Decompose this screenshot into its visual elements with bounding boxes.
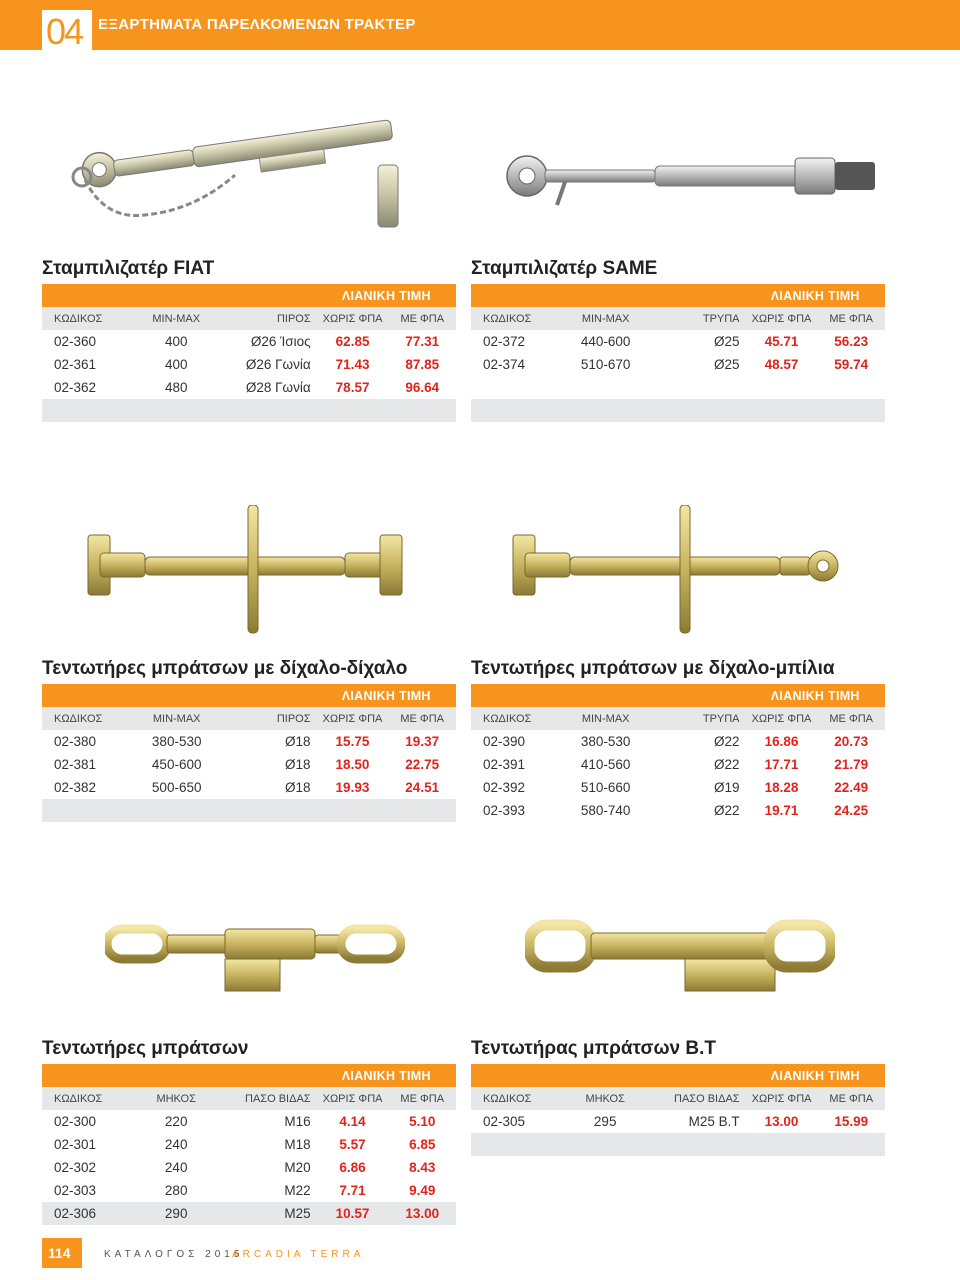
price-label: ΛΙΑΝΙΚΗ ΤΙΜΗ: [746, 684, 885, 707]
product-table-same: [471, 284, 885, 422]
cell-price-with-vat: 13.00: [388, 1202, 456, 1225]
table-row: [42, 730, 456, 753]
product-title: Τεντωτήρες μπράτσων με δίχαλο-δίχαλο: [42, 658, 408, 679]
cell-minmax: 380-530: [127, 730, 226, 753]
product-title: Σταμπιλιζατέρ FIAT: [42, 258, 215, 279]
cell-price-with-vat: 21.79: [817, 753, 885, 776]
cell-code: 02-361: [42, 353, 127, 376]
cell-minmax: 410-560: [556, 753, 655, 776]
cell-minmax: 400: [127, 330, 225, 353]
cell-price-with-vat: 87.85: [389, 353, 456, 376]
stabilizer-fiat-image: [60, 105, 420, 255]
cell-price-no-vat: 71.43: [317, 353, 389, 376]
cell-code: 02-391: [471, 753, 556, 776]
cell-minmax: 450-600: [127, 753, 226, 776]
cell-code: 02-382: [42, 776, 127, 799]
table-row: [471, 353, 885, 376]
cell-thread: M20: [225, 1156, 316, 1179]
table-row-empty: [471, 1133, 885, 1156]
cell-price-no-vat: 18.50: [317, 753, 389, 776]
cell-price-no-vat: 6.86: [317, 1156, 389, 1179]
cell-length: 295: [556, 1110, 654, 1133]
cell-price-with-vat: 20.73: [817, 730, 885, 753]
cell-code: 02-302: [42, 1156, 127, 1179]
col-with-vat: ΜΕ ΦΠΑ: [817, 307, 885, 330]
cell-length: 220: [127, 1110, 225, 1133]
cell-minmax: 510-660: [556, 776, 655, 799]
table-row: [471, 1110, 885, 1133]
cell-hole: Ø22: [655, 753, 746, 776]
price-header-row: [471, 284, 885, 307]
cell-length: 240: [127, 1156, 225, 1179]
cell-price-with-vat: 56.23: [817, 330, 885, 353]
cell-minmax: 400: [127, 353, 225, 376]
cell-code: 02-360: [42, 330, 127, 353]
col-no-vat: ΧΩΡΙΣ ΦΠΑ: [317, 707, 389, 730]
cell-length: 240: [127, 1133, 225, 1156]
cell-price-no-vat: 16.86: [746, 730, 818, 753]
cell-minmax: 380-530: [556, 730, 655, 753]
cell-price-with-vat: 24.25: [817, 799, 885, 822]
product-table-turnbuckle-bt: [471, 1064, 885, 1156]
cell-price-with-vat: 24.51: [388, 776, 456, 799]
cell-pin: Ø26 Ίσιος: [225, 330, 316, 353]
table-row: [471, 799, 885, 822]
product-title: Τεντωτήρες μπράτσων με δίχαλο-μπίλια: [471, 658, 835, 679]
price-header-row: [471, 1064, 885, 1087]
col-minmax: MIN-MAX: [556, 307, 655, 330]
column-header-row: [471, 707, 885, 730]
col-minmax: MIN-MAX: [556, 707, 655, 730]
table-row: [42, 353, 456, 376]
col-with-vat: ΜΕ ΦΠΑ: [817, 707, 885, 730]
cell-hole: Ø19: [655, 776, 746, 799]
cell-code: 02-305: [471, 1110, 556, 1133]
cell-hole: Ø25: [655, 330, 746, 353]
table-row: [42, 376, 456, 399]
cell-hole: Ø25: [655, 353, 746, 376]
table-row: [42, 1133, 456, 1156]
table-row: [42, 330, 456, 353]
cell-minmax: 480: [127, 376, 225, 399]
col-code: ΚΩΔΙΚΟΣ: [42, 307, 127, 330]
table-row: [471, 730, 885, 753]
price-label: ΛΙΑΝΙΚΗ ΤΙΜΗ: [746, 284, 885, 307]
col-code: ΚΩΔΙΚΟΣ: [471, 1087, 556, 1110]
col-pin: ΠΙΡΟΣ: [225, 307, 316, 330]
col-length: ΜΗΚΟΣ: [556, 1087, 654, 1110]
cell-code: 02-392: [471, 776, 556, 799]
cell-code: 02-374: [471, 353, 556, 376]
column-header-row: [471, 1087, 885, 1110]
table-row: [471, 330, 885, 353]
cell-price-no-vat: 7.71: [317, 1179, 389, 1202]
cell-price-no-vat: 18.28: [746, 776, 818, 799]
price-label: ΛΙΑΝΙΚΗ ΤΙΜΗ: [317, 684, 456, 707]
cell-code: 02-303: [42, 1179, 127, 1202]
table-row: [42, 1202, 456, 1225]
col-pin: ΠΙΡΟΣ: [226, 707, 316, 730]
stabilizer-same-image: [495, 140, 895, 220]
cell-price-no-vat: 10.57: [317, 1202, 389, 1225]
cell-price-with-vat: 15.99: [817, 1110, 885, 1133]
footer-brand: ARCADIA TERRA: [232, 1249, 365, 1260]
cell-price-with-vat: 77.31: [389, 330, 456, 353]
table-row: [471, 776, 885, 799]
table-row: [42, 776, 456, 799]
product-table-fiat: [42, 284, 456, 422]
cell-thread: M16: [225, 1110, 316, 1133]
col-no-vat: ΧΩΡΙΣ ΦΠΑ: [746, 307, 818, 330]
cell-price-no-vat: 48.57: [746, 353, 818, 376]
turnbuckle-fork-ball-image: [505, 505, 845, 635]
col-with-vat: ΜΕ ΦΠΑ: [388, 1087, 456, 1110]
table-row-empty: [42, 799, 456, 822]
cell-minmax: 440-600: [556, 330, 655, 353]
cell-length: 280: [127, 1179, 225, 1202]
product-title: Σταμπιλιζατέρ SAME: [471, 258, 658, 279]
col-with-vat: ΜΕ ΦΠΑ: [817, 1087, 885, 1110]
col-thread: ΠΑΣΟ ΒΙΔΑΣ: [654, 1087, 745, 1110]
cell-code: 02-380: [42, 730, 127, 753]
cell-minmax: 510-670: [556, 353, 655, 376]
col-with-vat: ΜΕ ΦΠΑ: [389, 307, 456, 330]
column-header-row: [471, 307, 885, 330]
product-table-fork-fork: [42, 684, 456, 822]
cell-price-with-vat: 22.75: [388, 753, 456, 776]
cell-price-with-vat: 19.37: [388, 730, 456, 753]
cell-price-with-vat: 96.64: [389, 376, 456, 399]
chapter-number: 04: [46, 11, 83, 52]
col-no-vat: ΧΩΡΙΣ ΦΠΑ: [746, 707, 818, 730]
cell-price-no-vat: 15.75: [317, 730, 389, 753]
column-header-row: [42, 307, 456, 330]
cell-code: 02-301: [42, 1133, 127, 1156]
chapter-title: ΕΞΑΡΤΗΜΑΤΑ ΠΑΡΕΛΚΟΜΕΝΩΝ ΤΡΑΚΤΕΡ: [98, 16, 416, 33]
cell-price-no-vat: 62.85: [317, 330, 389, 353]
cell-pin: Ø18: [226, 730, 316, 753]
table-row-empty: [471, 376, 885, 399]
turnbuckle-fork-fork-image: [80, 505, 420, 635]
cell-price-with-vat: 59.74: [817, 353, 885, 376]
product-table-turnbuckles: [42, 1064, 456, 1225]
cell-thread: M22: [225, 1179, 316, 1202]
col-no-vat: ΧΩΡΙΣ ΦΠΑ: [746, 1087, 818, 1110]
col-code: ΚΩΔΙΚΟΣ: [42, 1087, 127, 1110]
col-thread: ΠΑΣΟ ΒΙΔΑΣ: [225, 1087, 316, 1110]
column-header-row: [42, 707, 456, 730]
cell-hole: Ø22: [655, 730, 746, 753]
cell-hole: Ø22: [655, 799, 746, 822]
col-with-vat: ΜΕ ΦΠΑ: [388, 707, 456, 730]
col-hole: ΤΡΥΠΑ: [655, 307, 746, 330]
cell-code: 02-393: [471, 799, 556, 822]
product-title: Τεντωτήρες μπράτσων: [42, 1038, 249, 1059]
product-title: Τεντωτήρας μπράτσων Β.Τ: [471, 1038, 716, 1059]
col-hole: ΤΡΥΠΑ: [655, 707, 746, 730]
table-row: [42, 753, 456, 776]
col-minmax: MIN-MAX: [127, 707, 226, 730]
footer-catalog: ΚΑΤΑΛΟΓΟΣ 2015: [104, 1249, 244, 1260]
cell-pin: Ø18: [226, 776, 316, 799]
cell-price-no-vat: 13.00: [746, 1110, 818, 1133]
price-label: ΛΙΑΝΙΚΗ ΤΙΜΗ: [746, 1064, 885, 1087]
cell-code: 02-300: [42, 1110, 127, 1133]
price-header-row: [42, 284, 456, 307]
table-row: [42, 1179, 456, 1202]
cell-minmax: 500-650: [127, 776, 226, 799]
cell-thread: M25: [225, 1202, 316, 1225]
price-label: ΛΙΑΝΙΚΗ ΤΙΜΗ: [317, 1064, 456, 1087]
cell-price-no-vat: 5.57: [317, 1133, 389, 1156]
table-row: [42, 1156, 456, 1179]
price-header-row: [42, 684, 456, 707]
col-code: ΚΩΔΙΚΟΣ: [471, 307, 556, 330]
col-code: ΚΩΔΙΚΟΣ: [471, 707, 556, 730]
cell-code: 02-362: [42, 376, 127, 399]
cell-length: 290: [127, 1202, 225, 1225]
cell-price-no-vat: 45.71: [746, 330, 818, 353]
table-row: [42, 1110, 456, 1133]
cell-pin: Ø18: [226, 753, 316, 776]
cell-pin: Ø28 Γωνία: [225, 376, 316, 399]
cell-price-no-vat: 4.14: [317, 1110, 389, 1133]
price-label: ΛΙΑΝΙΚΗ ΤΙΜΗ: [317, 284, 456, 307]
col-no-vat: ΧΩΡΙΣ ΦΠΑ: [317, 1087, 389, 1110]
cell-price-no-vat: 19.71: [746, 799, 818, 822]
column-header-row: [42, 1087, 456, 1110]
col-length: ΜΗΚΟΣ: [127, 1087, 225, 1110]
cell-pin: Ø26 Γωνία: [225, 353, 316, 376]
cell-price-with-vat: 5.10: [388, 1110, 456, 1133]
col-no-vat: ΧΩΡΙΣ ΦΠΑ: [317, 307, 389, 330]
cell-price-with-vat: 22.49: [817, 776, 885, 799]
cell-minmax: 580-740: [556, 799, 655, 822]
cell-price-no-vat: 78.57: [317, 376, 389, 399]
col-code: ΚΩΔΙΚΟΣ: [42, 707, 127, 730]
table-row-empty: [471, 399, 885, 422]
cell-price-with-vat: 9.49: [388, 1179, 456, 1202]
table-row-empty: [42, 399, 456, 422]
price-header-row: [471, 684, 885, 707]
product-table-fork-ball: [471, 684, 885, 822]
cell-code: 02-372: [471, 330, 556, 353]
turnbuckle-bt-image: [525, 915, 835, 1005]
cell-code: 02-306: [42, 1202, 127, 1225]
turnbuckle-image: [105, 915, 405, 1005]
price-header-row: [42, 1064, 456, 1087]
cell-code: 02-381: [42, 753, 127, 776]
cell-thread: M25 B.T: [654, 1110, 745, 1133]
cell-code: 02-390: [471, 730, 556, 753]
cell-price-with-vat: 6.85: [388, 1133, 456, 1156]
table-row: [471, 753, 885, 776]
cell-price-no-vat: 17.71: [746, 753, 818, 776]
cell-price-with-vat: 8.43: [388, 1156, 456, 1179]
cell-thread: M18: [225, 1133, 316, 1156]
page-number: 114: [48, 1245, 71, 1261]
cell-price-no-vat: 19.93: [317, 776, 389, 799]
col-minmax: MIN-MAX: [127, 307, 225, 330]
